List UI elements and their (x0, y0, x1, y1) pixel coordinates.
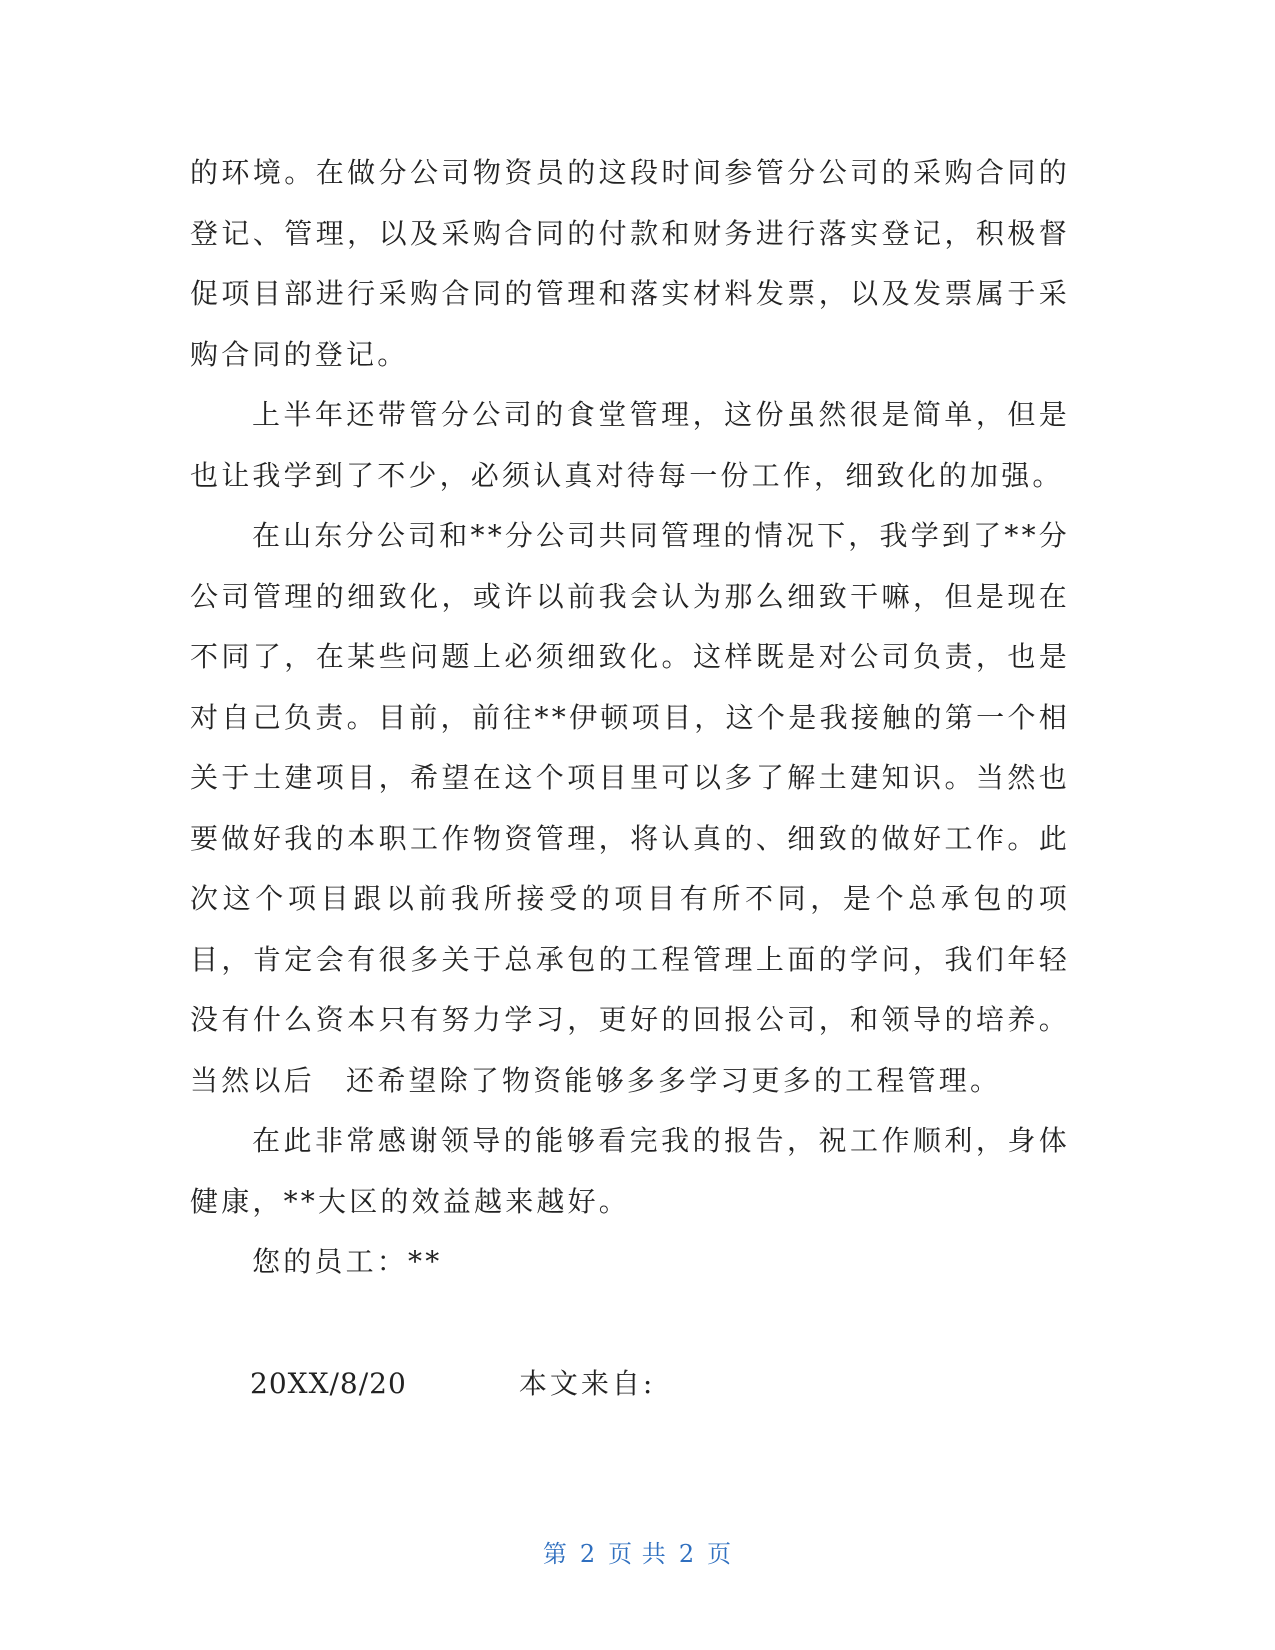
document-date: 20XX/8/20 (250, 1367, 407, 1400)
footer-suffix: 页 (707, 1540, 733, 1568)
footer-prefix: 第 (542, 1540, 568, 1568)
signature-line: 您的员工：** (252, 1245, 443, 1278)
date-source-line (250, 1362, 655, 1402)
source-label: 本文来自: (518, 1367, 656, 1400)
document-body (190, 143, 1070, 1293)
footer-page-current: 2 (579, 1540, 597, 1568)
paragraph-4: 在此非常感谢领导的能够看完我的报告，祝工作顺利，身体健康，**大区的效益越来越好。 (190, 1124, 1070, 1218)
footer-middle: 页 共 (608, 1540, 667, 1568)
paragraph-3: 在山东分公司和**分公司共同管理的情况下，我学到了**分公司管理的细致化，或许以前我会认为那么细致干嘛，但是现在不同了，在某些问题上必须细致化。这样既是对公司负责，也是对自己负责。目前，前往**伊顿项目，这个是我接触的第一个相关于土建项目，希望在这个项目里可以多了解土建知识。当然也要做好我的本职工作物资管理，将认真的、细致的做好工作。此次这个项目跟以前我所接受的项目有所不同，是个总承包的项目，肯定会有很多关于总承包的工程管理上面的学问，我们年轻没有什么资本只有努力学习，更好的回报公司，和领导的培养。当然以后 还希望除了物资能够多多学习更多的工程管理。 (190, 519, 1070, 1097)
page-footer (0, 1534, 1275, 1569)
paragraph-2: 上半年还带管分公司的食堂管理，这份虽然很是简单，但是也让我学到了不少，必须认真对待每一份工作，细致化的加强。 (190, 398, 1070, 492)
footer-page-total: 2 (678, 1540, 696, 1568)
paragraph-1: 的环境。在做分公司物资员的这段时间参管分公司的采购合同的登记、管理，以及采购合同的付款和财务进行落实登记，积极督促项目部进行采购合同的管理和落实材料发票，以及发票属于采购合同的登记。 (190, 156, 1070, 371)
